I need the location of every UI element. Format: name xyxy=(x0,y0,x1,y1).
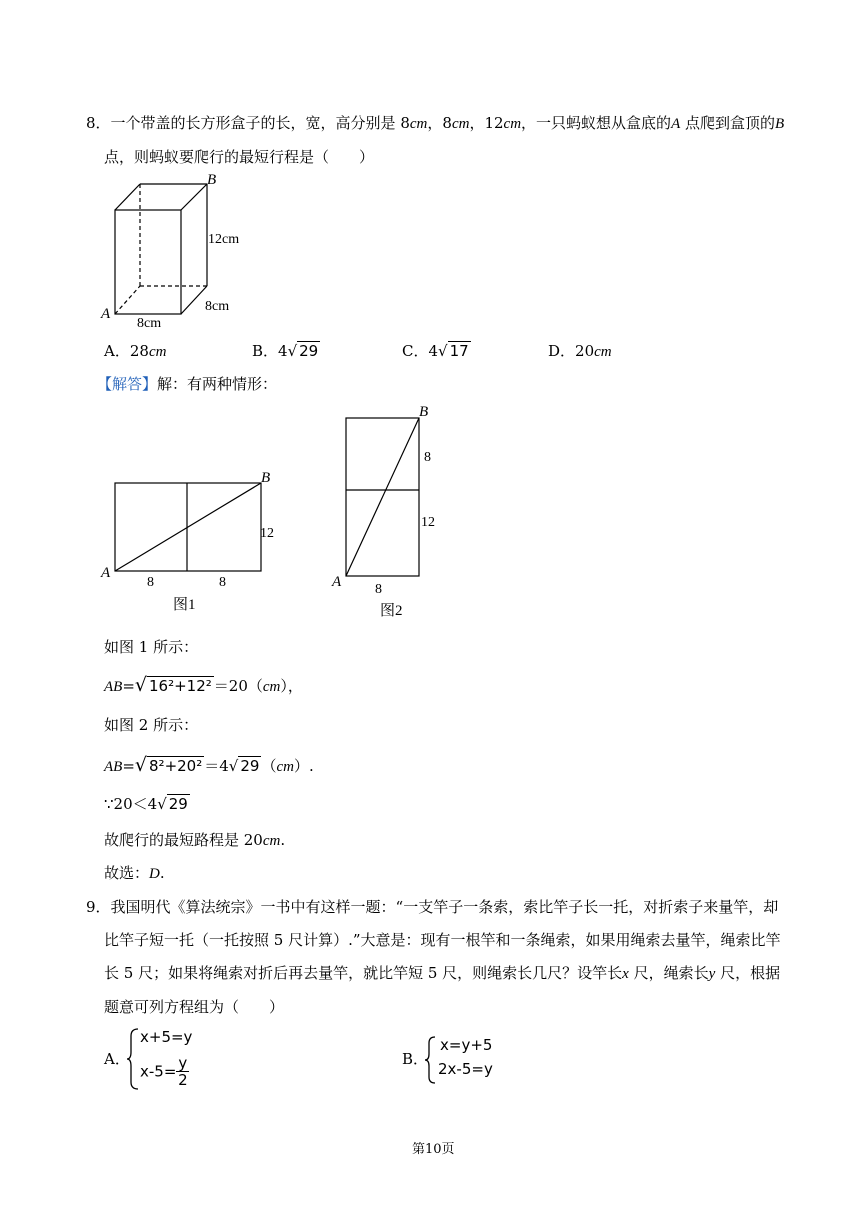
sqrt-icon: √ xyxy=(228,757,239,775)
sqrt-icon: √ xyxy=(134,674,148,696)
as-fig1: 如图 1 所示： xyxy=(104,638,199,656)
box-figure xyxy=(95,170,255,332)
sqrt-icon: √ xyxy=(287,342,298,360)
choose-line: 故选：D. xyxy=(104,864,165,882)
equation-2: AB=√ 8²+20² ＝4√ 29 （cm）. xyxy=(104,754,314,776)
equation-1: AB=√ 16²+12² ＝20（cm）， xyxy=(104,674,303,696)
box-label-height: 12cm xyxy=(208,232,240,247)
fig2-label-8bot: 8 xyxy=(375,582,382,597)
q9-line4: 题意可列方程组为（ ） xyxy=(104,998,285,1016)
answer-intro: 【解答】解：有两种情形： xyxy=(97,375,278,393)
fig1-label-8b: 8 xyxy=(219,575,226,590)
because-line: ∵20＜4√ 29 xyxy=(104,795,188,813)
left-brace-icon xyxy=(424,1036,436,1084)
choice-b[interactable]: B．4√ 29 xyxy=(252,342,319,360)
page-number: 第10页 xyxy=(412,1142,455,1157)
choice-a[interactable]: A．28cm xyxy=(104,342,167,360)
fig1-caption: 图1 xyxy=(173,597,196,613)
fig1-label-12: 12 xyxy=(260,526,274,541)
sqrt-icon: √ xyxy=(157,795,167,813)
fig2-label-8top: 8 xyxy=(424,450,431,465)
fig2-label-a: A xyxy=(332,574,342,590)
answer-tag: 【解答】 xyxy=(97,375,158,393)
box-front-face xyxy=(115,210,181,314)
choice-c[interactable]: C．4√ 17 xyxy=(402,342,469,360)
q8-line2: 点，则蚂蚁要爬行的最短行程是（ ） xyxy=(104,148,375,166)
q9-line3: 长 5 尺；如果将绳索对折后再去量竿，就比竿短 5 尺，则绳索长几尺？设竿长x 尺，绳索长y 尺，根据 xyxy=(104,964,781,982)
left-brace-icon xyxy=(126,1028,140,1090)
fig2-caption: 图2 xyxy=(380,603,403,619)
figure-1 xyxy=(98,465,288,615)
as-fig2: 如图 2 所示： xyxy=(104,716,199,734)
sqrt-icon: √ xyxy=(134,754,148,776)
choice-d[interactable]: D．20cm xyxy=(548,342,612,360)
fig1-label-8a: 8 xyxy=(147,575,154,590)
figure-2 xyxy=(330,400,450,622)
sqrt-icon: √ xyxy=(438,342,448,360)
fig1-label-a: A xyxy=(101,565,111,581)
fig2-label-b: B xyxy=(419,404,429,420)
fig2-label-12: 12 xyxy=(421,515,435,530)
box-label-a: A xyxy=(101,306,111,322)
conclusion: 故爬行的最短路程是 20cm. xyxy=(104,831,286,849)
q9-line1: 9．我国明代《算法统宗》一书中有这样一题：“一支竿子一条索，索比竿子长一托，对折索子来量竿，却 xyxy=(86,898,779,916)
q9-line2: 比竿子短一托（一托按照 5 尺计算）.”大意是：现有一根竿和一条绳索，如果用绳索去量竿，绳索比竿 xyxy=(104,931,781,949)
q8-line1: 8．一个带盖的长方形盒子的长，宽，高分别是 8cm，8cm，12cm，一只蚂蚁想从盒底的A 点爬到盒顶的B xyxy=(86,114,785,132)
box-label-length: 8cm xyxy=(137,316,162,331)
box-label-width: 8cm xyxy=(205,299,230,314)
fig1-label-b: B xyxy=(261,470,271,486)
box-label-b: B xyxy=(207,172,217,188)
